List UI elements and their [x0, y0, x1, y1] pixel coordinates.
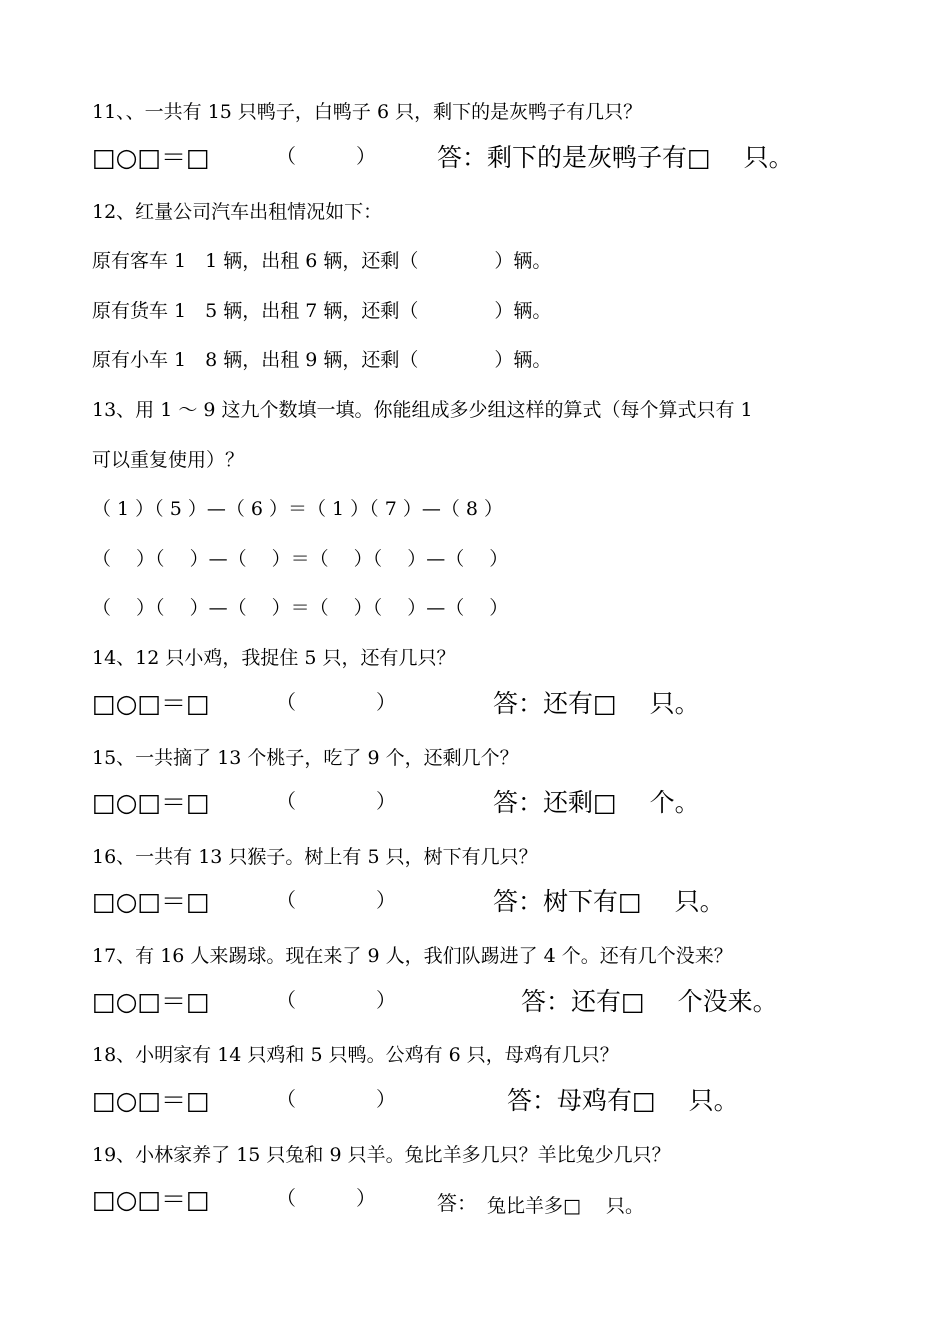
question-13-row-1: （ 1 ）（ 5 ）—（ 6 ）＝（ 1 ）（ 7 ）—（ 8 ）	[92, 498, 504, 520]
question-17-answer: 答：还有□ 个没来。	[521, 987, 778, 1016]
question-16-paren: （ ）	[276, 888, 396, 912]
question-15-text: 15、一共摘了 13 个桃子，吃了 9 个，还剩几个？	[92, 747, 519, 769]
question-16-text: 16、一共有 13 只猴子。树上有 5 只，树下有几只？	[92, 846, 538, 868]
question-15-paren: （ ）	[276, 789, 396, 813]
question-12-line-1: 原有客车 1 1 辆，出租 6 辆，还剩（ ）辆。	[92, 250, 552, 272]
question-13-row-3: （ ）（ ）—（ ）＝（ ）（ ）—（ ）	[92, 597, 509, 619]
question-13-row-2: （ ）（ ）—（ ）＝（ ）（ ）—（ ）	[92, 548, 509, 570]
question-14-text: 14、12 只小鸡，我捉住 5 只，还有几只？	[92, 647, 456, 669]
question-15-answer: 答：还剩□ 个。	[493, 788, 700, 817]
question-17-text: 17、有 16 人来踢球。现在来了 9 人，我们队踢进了 4 个。还有几个没来？	[92, 945, 733, 967]
question-11-formula: □○□＝□	[92, 143, 210, 172]
question-14-answer: 答：还有□ 只。	[493, 689, 700, 718]
question-14-paren: （ ）	[276, 690, 396, 714]
question-19-formula: □○□＝□	[92, 1185, 210, 1214]
question-18-answer: 答：母鸡有□ 只。	[507, 1086, 739, 1115]
question-19-answer: 兔比羊多□ 只。	[487, 1195, 644, 1217]
question-19-answer-prefix: 答：	[437, 1191, 477, 1215]
question-16-answer: 答：树下有□ 只。	[493, 887, 725, 916]
question-14-formula: □○□＝□	[92, 689, 210, 718]
question-11-answer: 答：剩下的是灰鸭子有□ 只。	[437, 143, 794, 172]
question-16-formula: □○□＝□	[92, 887, 210, 916]
question-18-text: 18、小明家有 14 只鸡和 5 只鸭。公鸡有 6 只，母鸡有几只？	[92, 1044, 619, 1066]
question-18-paren: （ ）	[276, 1087, 396, 1111]
question-13-text-2: 可以重复使用）？	[92, 449, 245, 471]
question-11-text: 11、、一共有 15 只鸭子，白鸭子 6 只，剩下的是灰鸭子有几只？	[92, 101, 643, 123]
question-11-paren: （ ）	[276, 144, 376, 168]
question-12-line-2: 原有货车 1 5 辆，出租 7 辆，还剩（ ）辆。	[92, 300, 552, 322]
question-17-paren: （ ）	[276, 988, 396, 1012]
question-19-paren: （ ）	[276, 1186, 376, 1210]
question-12-text: 12、红量公司汽车出租情况如下：	[92, 201, 383, 223]
question-12-line-3: 原有小车 1 8 辆，出租 9 辆，还剩（ ）辆。	[92, 349, 552, 371]
question-13-text: 13、用 1 ～ 9 这九个数填一填。你能组成多少组这样的算式（每个算式只有 1	[92, 399, 753, 421]
question-18-formula: □○□＝□	[92, 1086, 210, 1115]
question-15-formula: □○□＝□	[92, 788, 210, 817]
question-19-text: 19、小林家养了 15 只兔和 9 只羊。兔比羊多几只？羊比兔少几只？	[92, 1144, 671, 1166]
question-17-formula: □○□＝□	[92, 987, 210, 1016]
